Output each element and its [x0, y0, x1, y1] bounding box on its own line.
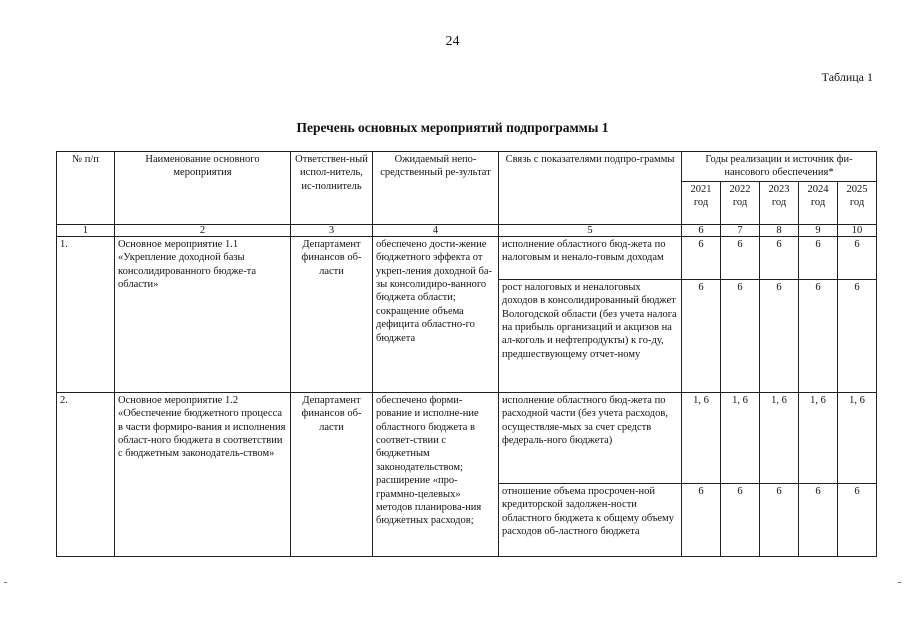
activities-table: [56, 151, 877, 557]
row-indicator: исполнение областного бюд-жета по расходной части (без учета расходов, осуществляе-мых за счет средств федераль-ного бюджета): [499, 392, 682, 483]
header-year: 2021 год: [682, 181, 721, 224]
row-responsible: Департамент финансов об-ласти: [291, 392, 373, 556]
row-value: 6: [682, 279, 721, 392]
column-number: 9: [799, 224, 838, 236]
row-result: обеспечено форми-рование и исполне-ние областного бюджета в соответ-ствии с бюджетным законодательством; расширение «про-граммно-целевых» методов планирова-ния бюджетных расходов;: [373, 392, 499, 556]
column-number: 10: [838, 224, 877, 236]
row-value: 6: [721, 236, 760, 279]
header-year: 2023 год: [760, 181, 799, 224]
row-value: 6: [760, 236, 799, 279]
table-row: [57, 236, 877, 279]
row-indicator: рост налоговых и неналоговых доходов в консолидированный бюджет Вологодской области (без учета налога на прибыль организаций и акцизов на ал-коголь и нефтепродукты) к го-ду, предшествующему отчет-ному: [499, 279, 682, 392]
column-number: 3: [291, 224, 373, 236]
row-value: 1, 6: [838, 392, 877, 483]
row-value: 6: [838, 236, 877, 279]
row-responsible: Департамент финансов об-ласти: [291, 236, 373, 392]
row-value: 6: [682, 483, 721, 556]
row-value: 6: [721, 483, 760, 556]
row-num: 2.: [57, 392, 115, 556]
table-label: Таблица 1: [821, 70, 873, 84]
header-responsible: Ответствен-ный испол-нитель, ис-полнитель: [291, 152, 373, 225]
row-value: 6: [682, 236, 721, 279]
header-link: Связь с показателями подпро-граммы: [499, 152, 682, 225]
row-value: 6: [760, 483, 799, 556]
column-number: 4: [373, 224, 499, 236]
row-indicator: отношение объема просрочен-ной кредиторской задолжен-ности областного бюджета к общему объему расходов об-ластного бюджета: [499, 483, 682, 556]
column-number: 8: [760, 224, 799, 236]
header-year: 2024 год: [799, 181, 838, 224]
header-years-group: Годы реализации и источник фи-нансового обеспечения*: [682, 152, 877, 182]
row-value: 6: [838, 279, 877, 392]
row-value: 6: [838, 483, 877, 556]
row-value: 1, 6: [682, 392, 721, 483]
scan-edge-mark: [898, 582, 901, 583]
row-result: обеспечено дости-жение бюджетного эффекта от укреп-ления доходной ба-зы консолидиро-ванного бюджета области; сокращение объема дефицита областно-го бюджета: [373, 236, 499, 392]
header-year: 2022 год: [721, 181, 760, 224]
page-number: 24: [445, 34, 460, 49]
row-indicator: исполнение областного бюд-жета по налоговым и ненало-говым доходам: [499, 236, 682, 279]
column-number: 2: [115, 224, 291, 236]
row-name: Основное мероприятие 1.1 «Укрепление доходной базы консолидированного бюдже-та области»: [115, 236, 291, 392]
row-value: 6: [760, 279, 799, 392]
column-number: 7: [721, 224, 760, 236]
row-value: 6: [799, 483, 838, 556]
row-value: 6: [721, 279, 760, 392]
row-value: 1, 6: [721, 392, 760, 483]
column-number-row: [57, 224, 877, 236]
document-title: Перечень основных мероприятий подпрограммы 1: [296, 120, 609, 135]
header-year: 2025 год: [838, 181, 877, 224]
row-value: 1, 6: [760, 392, 799, 483]
column-number: 1: [57, 224, 115, 236]
column-number: 6: [682, 224, 721, 236]
row-num: 1.: [57, 236, 115, 392]
table-row: [57, 392, 877, 483]
header-name: Наименование основного мероприятия: [115, 152, 291, 225]
row-value: 6: [799, 236, 838, 279]
row-value: 1, 6: [799, 392, 838, 483]
row-name: Основное мероприятие 1.2 «Обеспечение бюджетного процесса в части формиро-вания и исполнения област-ного бюджета в соответствии с бюджетным законодатель-ством»: [115, 392, 291, 556]
scan-edge-mark: [4, 582, 7, 583]
column-number: 5: [499, 224, 682, 236]
header-num: № п/п: [57, 152, 115, 225]
row-value: 6: [799, 279, 838, 392]
header-row: [57, 152, 877, 182]
header-result: Ожидаемый непо-средственный ре-зультат: [373, 152, 499, 225]
